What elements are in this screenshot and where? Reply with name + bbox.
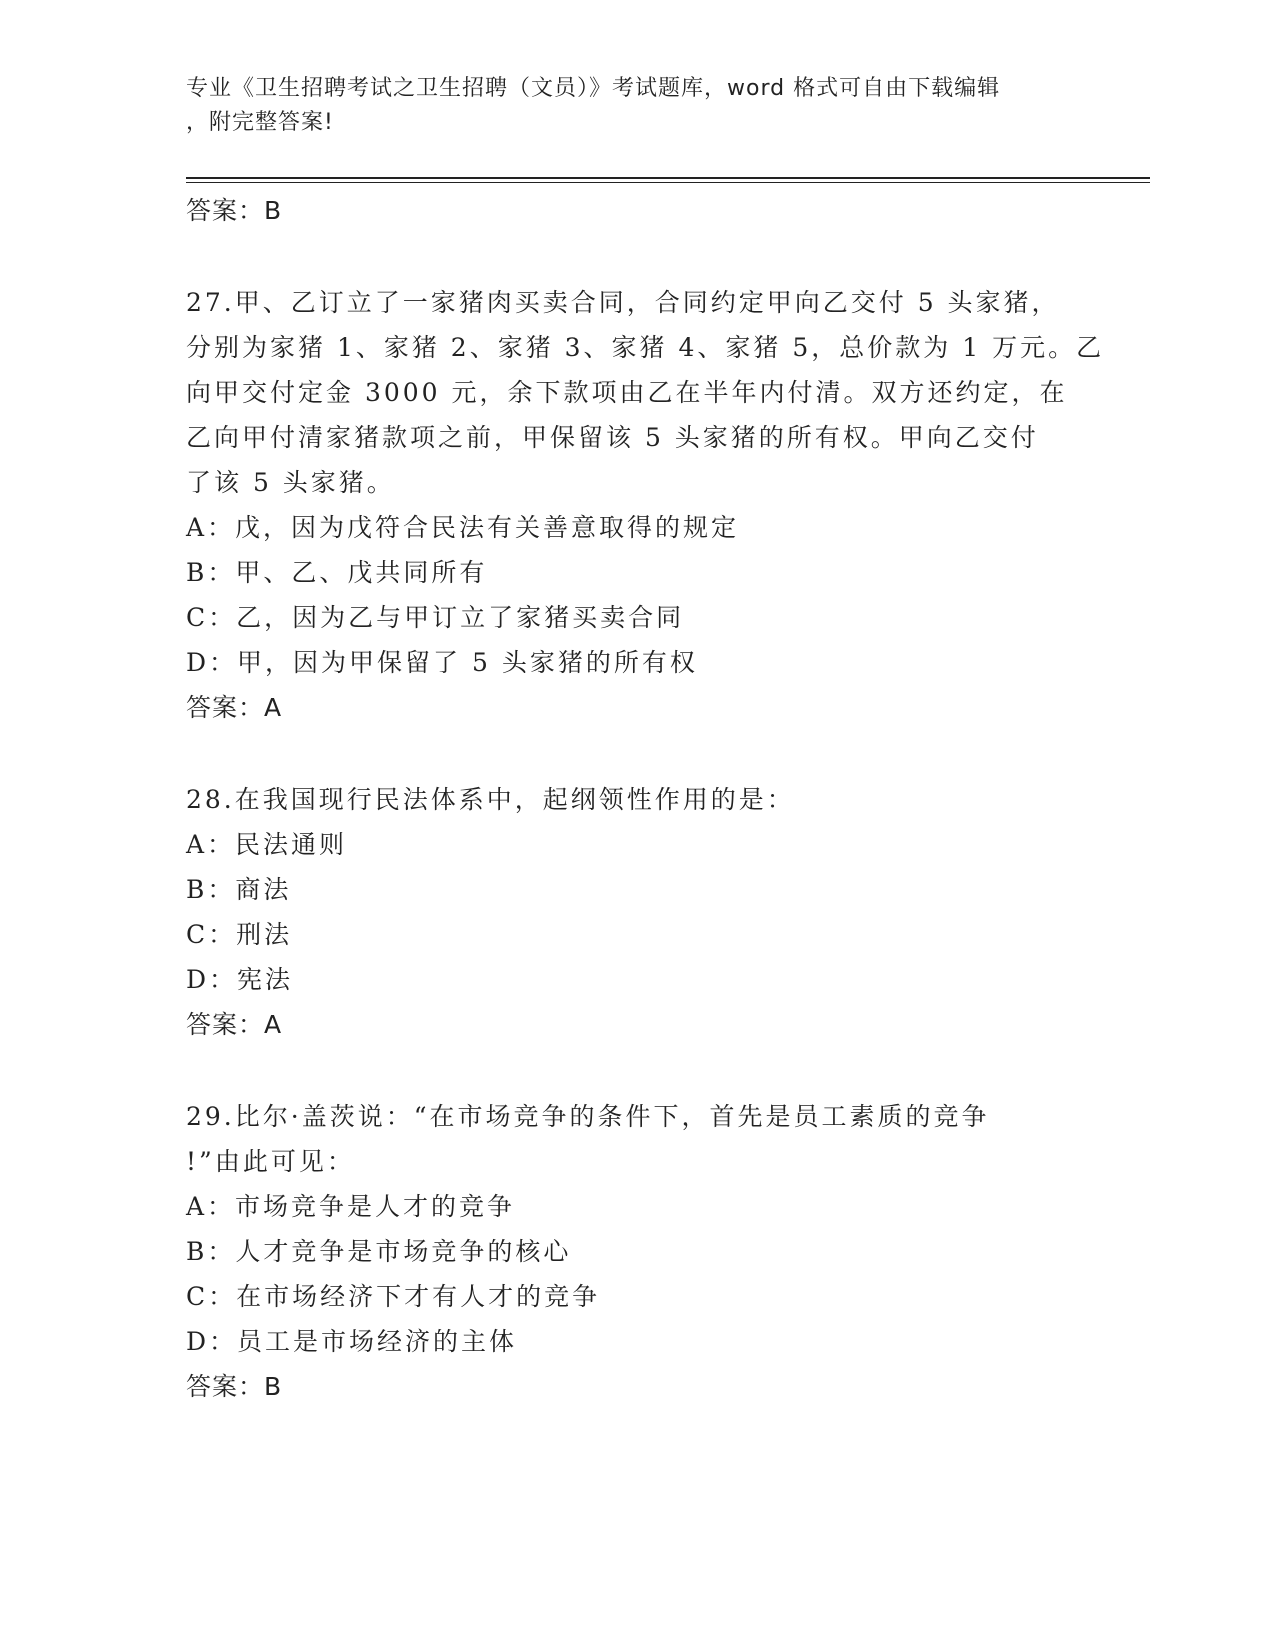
header-divider-thin bbox=[186, 182, 1150, 183]
option-a: A：民法通则 bbox=[186, 830, 348, 859]
answer-line: 答案：B bbox=[186, 196, 283, 225]
question-text-line: 分别为家猪 1、家猪 2、家猪 3、家猪 4、家猪 5，总价款为 1 万元。乙 bbox=[186, 333, 1105, 362]
header-line-2: ，附完整答案! bbox=[186, 110, 334, 135]
question-text-line: 28.在我国现行民法体系中，起纲领性作用的是： bbox=[186, 785, 795, 814]
answer-line: 答案：A bbox=[186, 693, 283, 722]
header-line-1: 专业《卫生招聘考试之卫生招聘（文员）》考试题库，word 格式可自由下载编辑 bbox=[186, 76, 1001, 101]
option-b: B：甲、乙、戊共同所有 bbox=[186, 558, 488, 587]
question-29 bbox=[186, 1094, 1106, 1410]
option-d: D：员工是市场经济的主体 bbox=[186, 1327, 518, 1356]
option-d: D：宪法 bbox=[186, 965, 294, 994]
question-28 bbox=[186, 777, 1106, 1048]
header-divider-thick bbox=[186, 177, 1150, 179]
option-c: C：刑法 bbox=[186, 920, 293, 949]
question-text-line: !”由此可见： bbox=[186, 1147, 355, 1176]
option-d: D：甲，因为甲保留了 5 头家猪的所有权 bbox=[186, 648, 698, 677]
question-text-line: 乙向甲付清家猪款项之前，甲保留该 5 头家猪的所有权。甲向乙交付 bbox=[186, 423, 1039, 452]
option-b: B：商法 bbox=[186, 875, 292, 904]
spacer bbox=[186, 731, 1106, 777]
option-b: B：人才竞争是市场竞争的核心 bbox=[186, 1237, 572, 1266]
question-text-line: 27.甲、乙订立了一家猪肉买卖合同，合同约定甲向乙交付 5 头家猪， bbox=[186, 288, 1060, 317]
question-text-line: 29.比尔·盖茨说：“在市场竞争的条件下，首先是员工素质的竞争 bbox=[186, 1102, 990, 1131]
question-27 bbox=[186, 280, 1106, 731]
answer-line: 答案：A bbox=[186, 1010, 283, 1039]
question-text-line: 了该 5 头家猪。 bbox=[186, 468, 395, 497]
option-c: C：在市场经济下才有人才的竞争 bbox=[186, 1282, 601, 1311]
document-header bbox=[186, 72, 1086, 140]
option-a: A：戊，因为戊符合民法有关善意取得的规定 bbox=[186, 513, 740, 542]
answer-line: 答案：B bbox=[186, 1372, 283, 1401]
option-c: C：乙，因为乙与甲订立了家猪买卖合同 bbox=[186, 603, 685, 632]
option-a: A：市场竞争是人才的竞争 bbox=[186, 1192, 516, 1221]
spacer bbox=[186, 234, 1106, 280]
spacer bbox=[186, 1048, 1106, 1094]
question-content bbox=[186, 188, 1106, 1410]
question-text-line: 向甲交付定金 3000 元，余下款项由乙在半年内付清。双方还约定，在 bbox=[186, 378, 1068, 407]
